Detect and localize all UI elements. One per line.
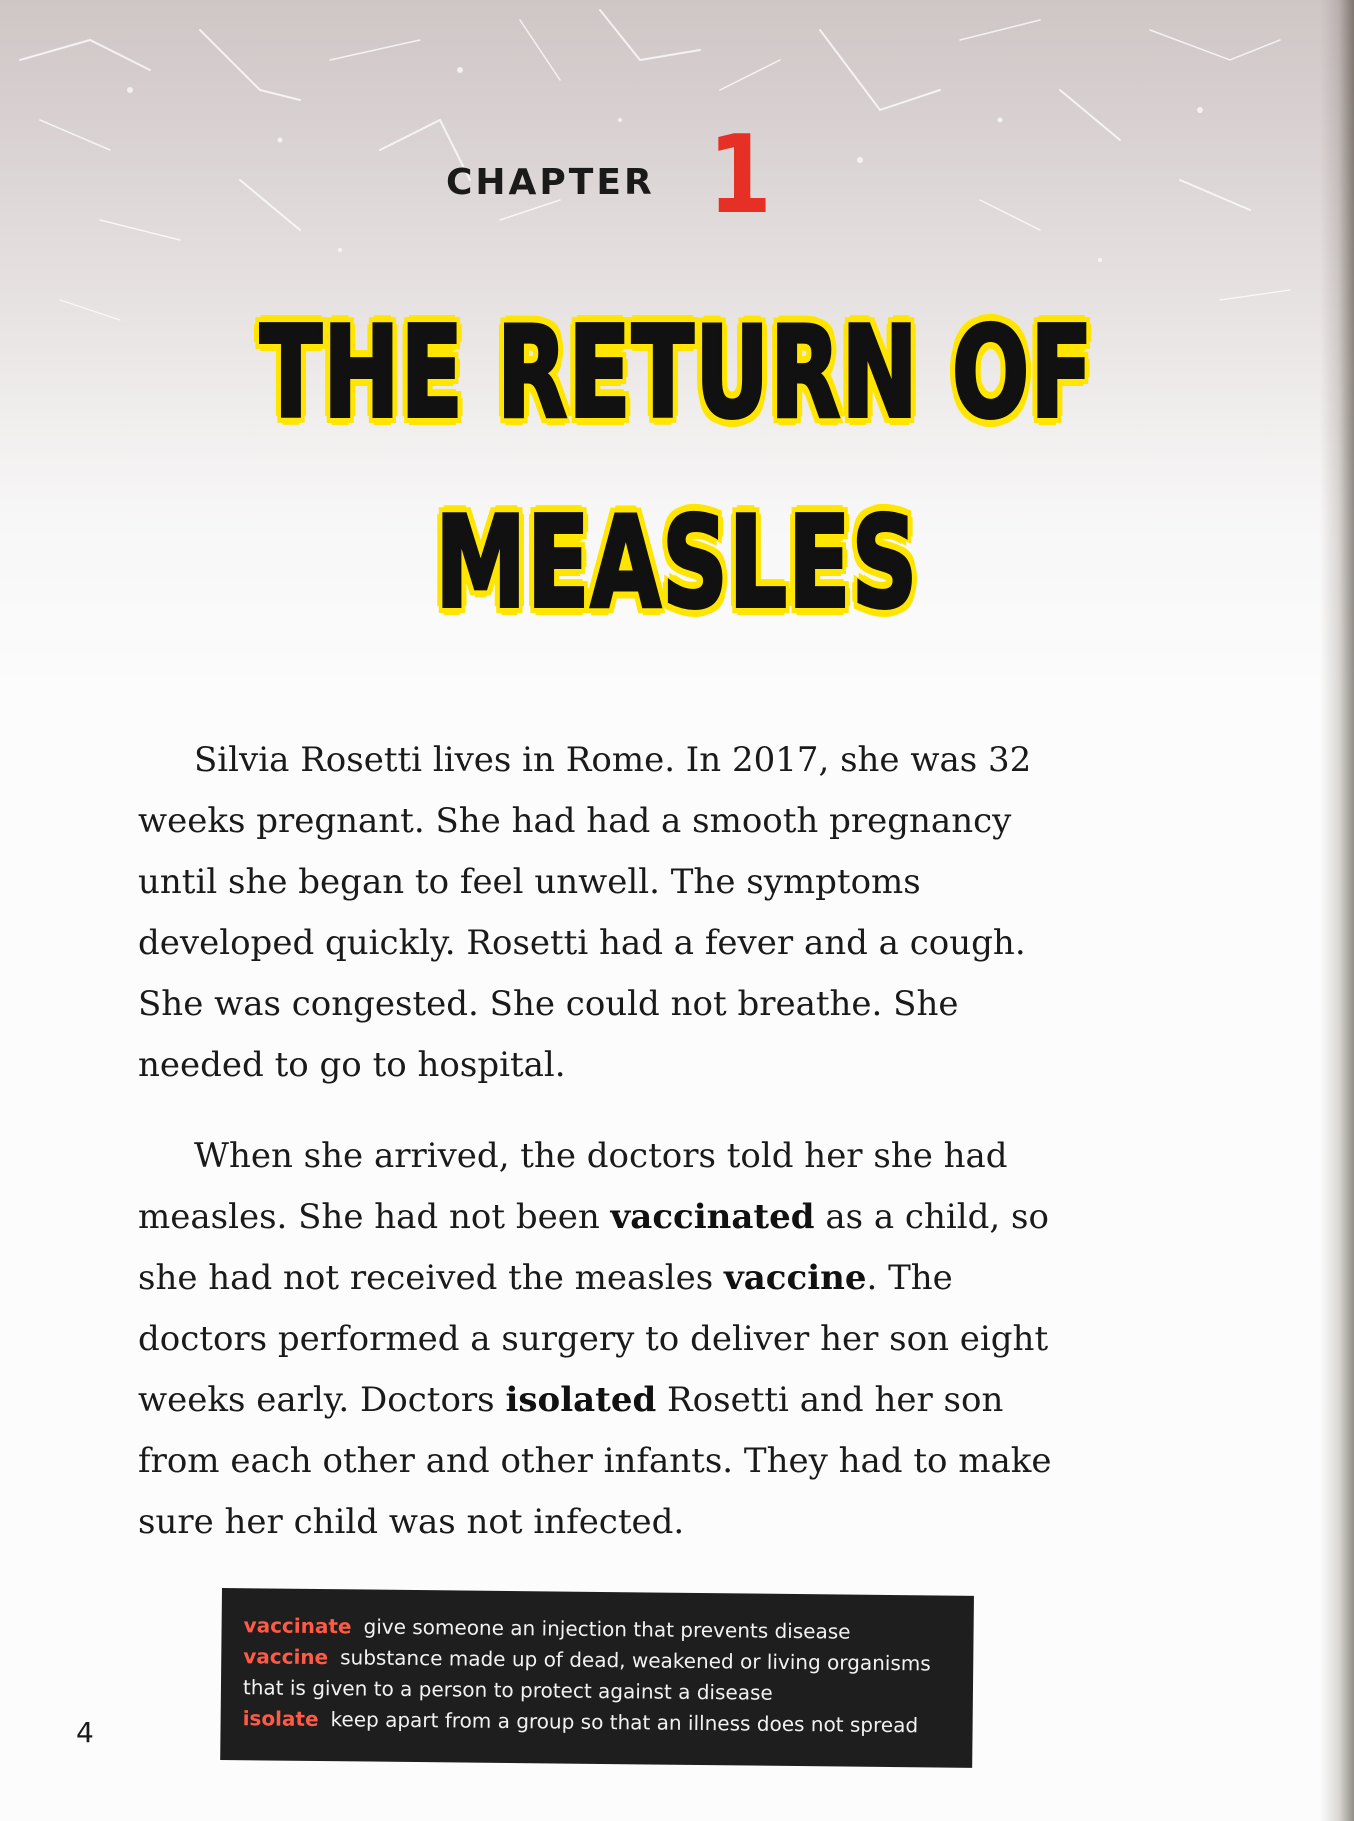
- glossary-definition-continued: that is given to a person to protect against a disease: [242, 1675, 773, 1705]
- glossary-definition: substance made up of dead, weakened or living organisms: [340, 1645, 931, 1676]
- chapter-heading: [0, 113, 1354, 238]
- paragraph-2-text: as a child, so she had not received the measles: [138, 1197, 1049, 1298]
- glossary-term: vaccinate: [243, 1613, 352, 1639]
- glossary-definition: keep apart from a group so that an illness does not spread: [330, 1707, 919, 1738]
- glossary-entry-isolate: [242, 1703, 954, 1741]
- chapter-title-line-1: THE RETURN OF: [260, 299, 1094, 446]
- body-text: [138, 730, 1078, 1583]
- chapter-label: CHAPTER: [446, 162, 655, 203]
- page-number: 4: [76, 1716, 94, 1749]
- chapter-number: 1: [708, 113, 772, 238]
- paragraph-2: [138, 1126, 1078, 1553]
- book-spine-shadow: [1320, 0, 1354, 1821]
- paragraph-2-text: Rosetti and her son from each other and other infants. They had to make sure her child was not infected.: [138, 1380, 1052, 1542]
- keyword-vaccine: vaccine: [724, 1258, 867, 1298]
- glossary-term: vaccine: [243, 1644, 329, 1670]
- paragraph-1: Silvia Rosetti lives in Rome. In 2017, she was 32 weeks pregnant. She had had a smooth pregnancy until she began to feel unwell. The symptoms developed quickly. Rosetti had a fever and a cough. She was congested. She could not breathe. She needed to go to hospital.: [138, 740, 1032, 1085]
- paragraph-2-text: When she arrived, the doctors told her she had measles. She had not been: [138, 1136, 1008, 1237]
- paragraph-2-text: . The doctors performed a surgery to deliver her son eight weeks early. Doctors: [138, 1258, 1049, 1420]
- keyword-isolated: isolated: [505, 1380, 657, 1420]
- chapter-title-line-2: MEASLES: [435, 489, 919, 636]
- glossary-box: [220, 1588, 974, 1768]
- glossary-term: isolate: [242, 1706, 319, 1732]
- glossary-definition: give someone an injection that prevents disease: [363, 1614, 851, 1644]
- chapter-title: [190, 278, 1165, 658]
- keyword-vaccinated: vaccinated: [610, 1197, 815, 1237]
